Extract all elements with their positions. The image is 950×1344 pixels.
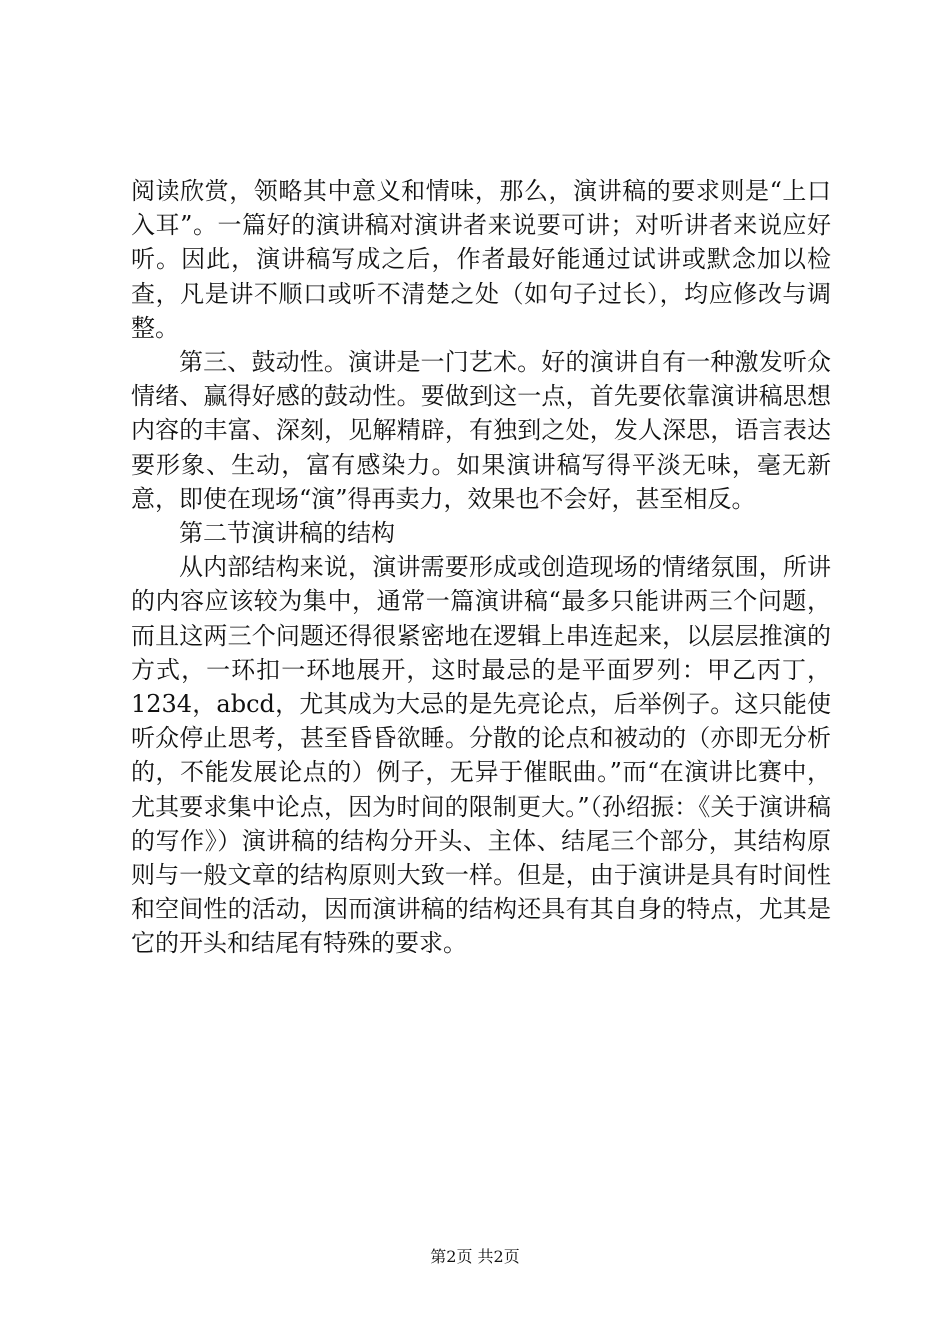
document-body: [131, 174, 831, 961]
paragraph-point-three: 第三、鼓动性。演讲是一门艺术。好的演讲自有一种激发听众情绪、赢得好感的鼓动性。要做到这一点，首先要依靠演讲稿思想内容的丰富、深刻，见解精辟，有独到之处，发人深思，语言表达要形象、生动，富有感染力。如果演讲稿写得平淡无味，毫无新意，即使在现场“演”得再卖力，效果也不会好，甚至相反。: [131, 348, 831, 513]
paragraph-structure: 从内部结构来说，演讲需要形成或创造现场的情绪氛围，所讲的内容应该较为集中，通常一篇演讲稿“最多只能讲两三个问题，而且这两三个问题还得很紧密地在逻辑上串连起来，以层层推演的方式，一环扣一环地展开，这时最忌的是平面罗列：甲乙丙丁，1234，abcd，尤其成为大忌的是先亮论点，后举例子。这只能使听众停止思考，甚至昏昏欲睡。分散的论点和被动的（亦即无分析的，不能发展论点的）例子，无异于催眠曲。”而“在演讲比赛中，尤其要求集中论点，因为时间的限制更大。”（孙绍振：《关于演讲稿的写作》）演讲稿的结构分开头、主体、结尾三个部分，其结构原则与一般文章的结构原则大致一样。但是，由于演讲是具有时间性和空间性的活动，因而演讲稿的结构还具有其自身的特点，尤其是它的开头和结尾有特殊的要求。: [131, 553, 831, 958]
page-footer: 第2页 共2页: [430, 1247, 520, 1266]
paragraph-continued: 阅读欣赏，领略其中意义和情味，那么，演讲稿的要求则是“上口入耳”。一篇好的演讲稿对演讲者来说要可讲；对听讲者来说应好听。因此，演讲稿写成之后，作者最好能通过试讲或默念加以检查，凡是讲不顺口或听不清楚之处（如句子过长），均应修改与调整。: [131, 177, 831, 342]
section-heading: 第二节演讲稿的结构: [179, 519, 395, 548]
